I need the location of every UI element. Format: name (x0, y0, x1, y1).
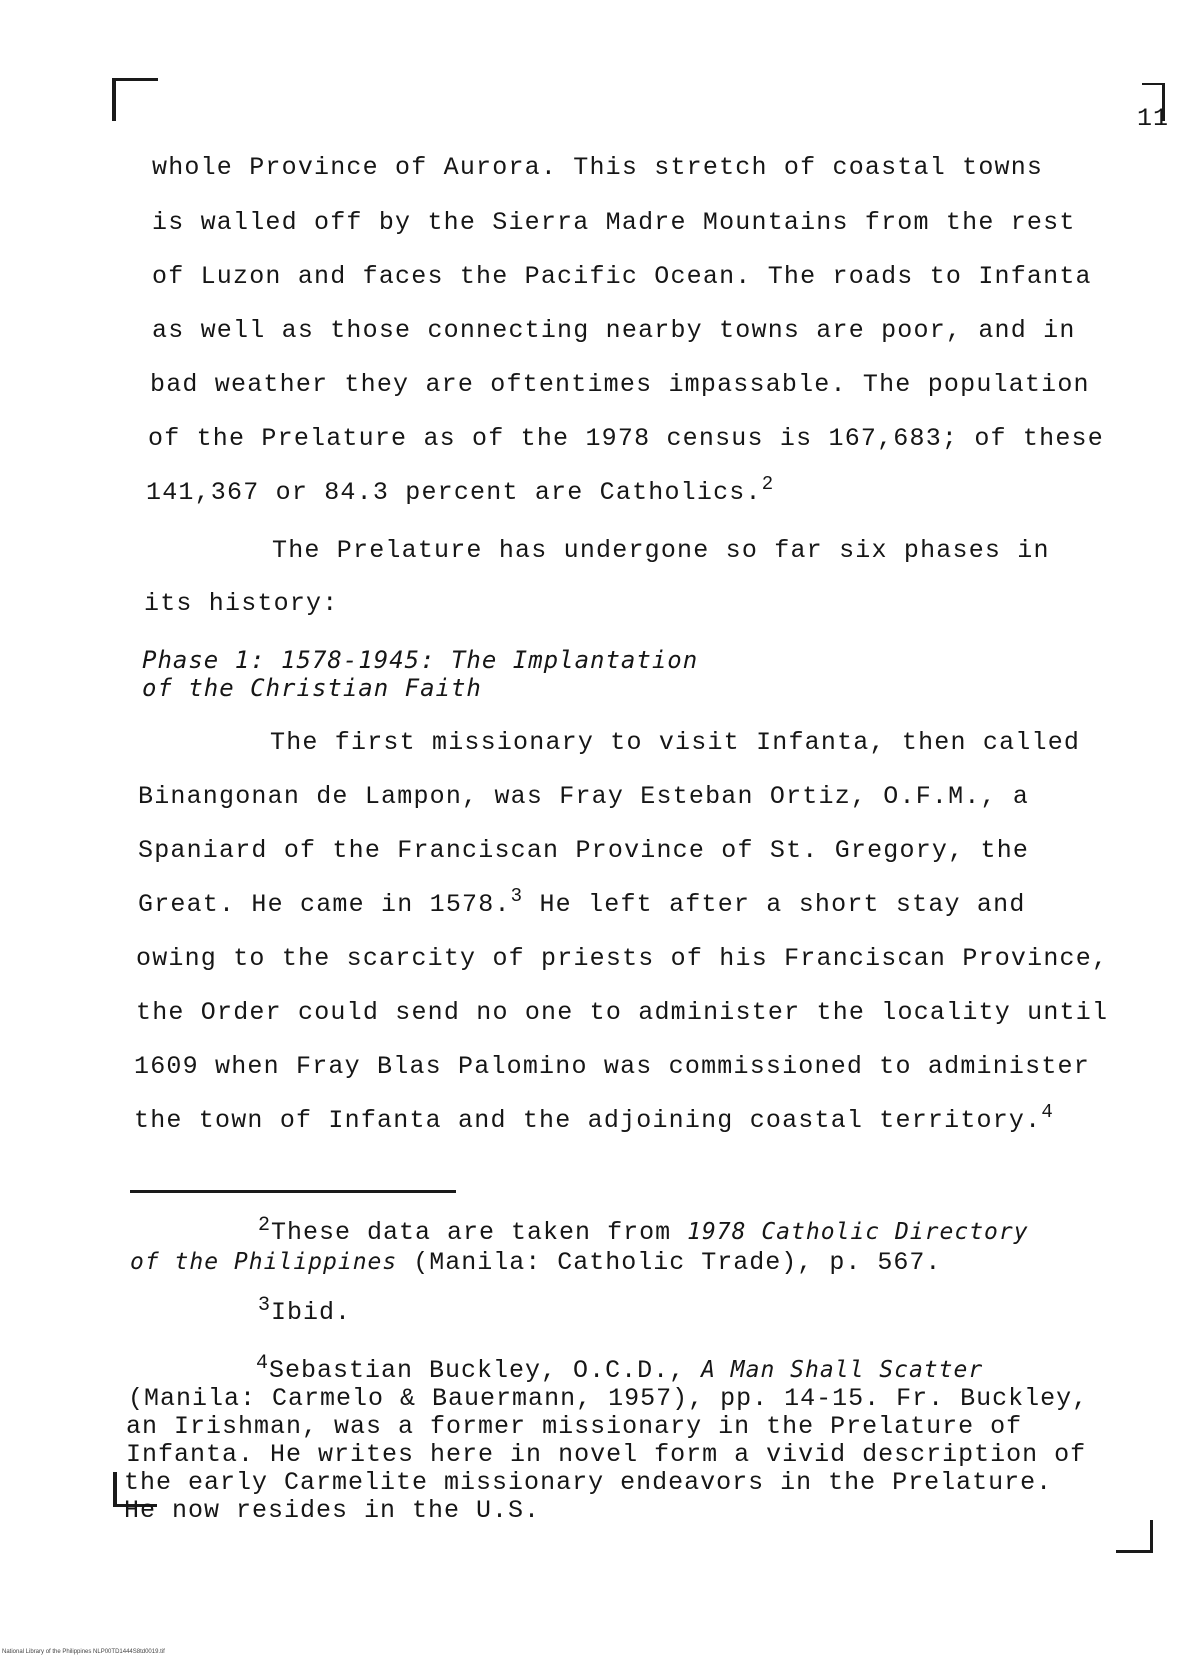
body-line: its history: (144, 589, 339, 618)
footnote-4-line: He now resides in the U.S. (124, 1496, 541, 1525)
footnote-2-line (130, 1248, 941, 1277)
footnote-4-line: an Irishman, was a former missionary in the Prelature of (126, 1412, 1023, 1441)
crop-mark-top-left (112, 78, 158, 121)
body-line: The Prelature has undergone so far six phases in (272, 536, 1050, 565)
section-heading: Phase 1: 1578-1945: The Implantation (142, 646, 699, 674)
body-line (138, 885, 1026, 919)
scan-footer-id: National Library of the Philippines NLP00TD1444S8td0019.tif (2, 1649, 165, 1655)
footnote-reference: 2 (761, 473, 775, 495)
footnote-text: (Manila: Catholic Trade), p. 567. (397, 1248, 942, 1277)
body-line (134, 1101, 1054, 1135)
footnote-number: 2 (258, 1214, 272, 1237)
footnote-title: A Man Shall Scatter (701, 1357, 984, 1383)
footnote-3 (258, 1294, 352, 1327)
footnote-text: Sebastian Buckley, O.C.D., (269, 1356, 702, 1385)
footnote-4-line: the early Carmelite missionary endeavors in the Prelature. (124, 1468, 1053, 1497)
body-line-text: Great. He came in 1578. (138, 890, 511, 919)
footnote-reference: 4 (1041, 1101, 1054, 1123)
body-line: The first missionary to visit Infanta, then called (270, 728, 1081, 757)
body-line: is walled off by the Sierra Madre Mountains from the rest (152, 208, 1076, 237)
body-line: the Order could send no one to administer the locality until (136, 998, 1109, 1027)
body-line: Binangonan de Lampon, was Fray Esteban Ortiz, O.F.M., a (138, 782, 1030, 811)
body-line: of the Prelature as of the 1978 census is 167,683; of these (148, 424, 1104, 453)
footnote-4-line: (Manila: Carmelo & Bauermann, 1957), pp. 14-15. Fr. Buckley, (128, 1384, 1089, 1413)
body-line: owing to the scarcity of priests of his Franciscan Province, (136, 944, 1109, 973)
body-line (146, 473, 775, 507)
footnote-text: Ibid. (271, 1298, 352, 1327)
footnote-title: 1978 Catholic Directory (687, 1219, 1029, 1245)
body-line-text: He left after a short stay and (523, 890, 1026, 919)
body-line: of Luzon and faces the Pacific Ocean. The roads to Infanta (152, 262, 1092, 291)
footnote-2 (258, 1214, 1029, 1247)
body-line: 1609 when Fray Blas Palomino was commissioned to administer (134, 1052, 1090, 1081)
body-line: bad weather they are oftentimes impassable. The population (150, 370, 1090, 399)
footnote-4-line: Infanta. He writes here in novel form a vivid description of (126, 1440, 1087, 1469)
footnote-number: 4 (256, 1352, 270, 1375)
body-line: whole Province of Aurora. This stretch of coastal towns (152, 153, 1044, 182)
footnote-text: These data are taken from (271, 1218, 688, 1247)
body-line: as well as those connecting nearby towns are poor, and in (152, 316, 1076, 345)
body-line-text: the town of Infanta and the adjoining coastal territory. (134, 1106, 1042, 1135)
footnote-rule (130, 1190, 456, 1193)
body-line-text: 141,367 or 84.3 percent are Catholics. (146, 478, 762, 507)
footnote-reference: 3 (510, 885, 524, 907)
page-number: 11 (1137, 104, 1170, 133)
body-line: Spaniard of the Franciscan Province of St. Gregory, the (138, 836, 1030, 865)
footnote-title: of the Philippines (130, 1249, 398, 1275)
section-heading: of the Christian Faith (142, 674, 482, 702)
footnote-number: 3 (258, 1294, 272, 1317)
crop-mark-bottom-right (1116, 1520, 1153, 1553)
footnote-4 (256, 1352, 984, 1385)
